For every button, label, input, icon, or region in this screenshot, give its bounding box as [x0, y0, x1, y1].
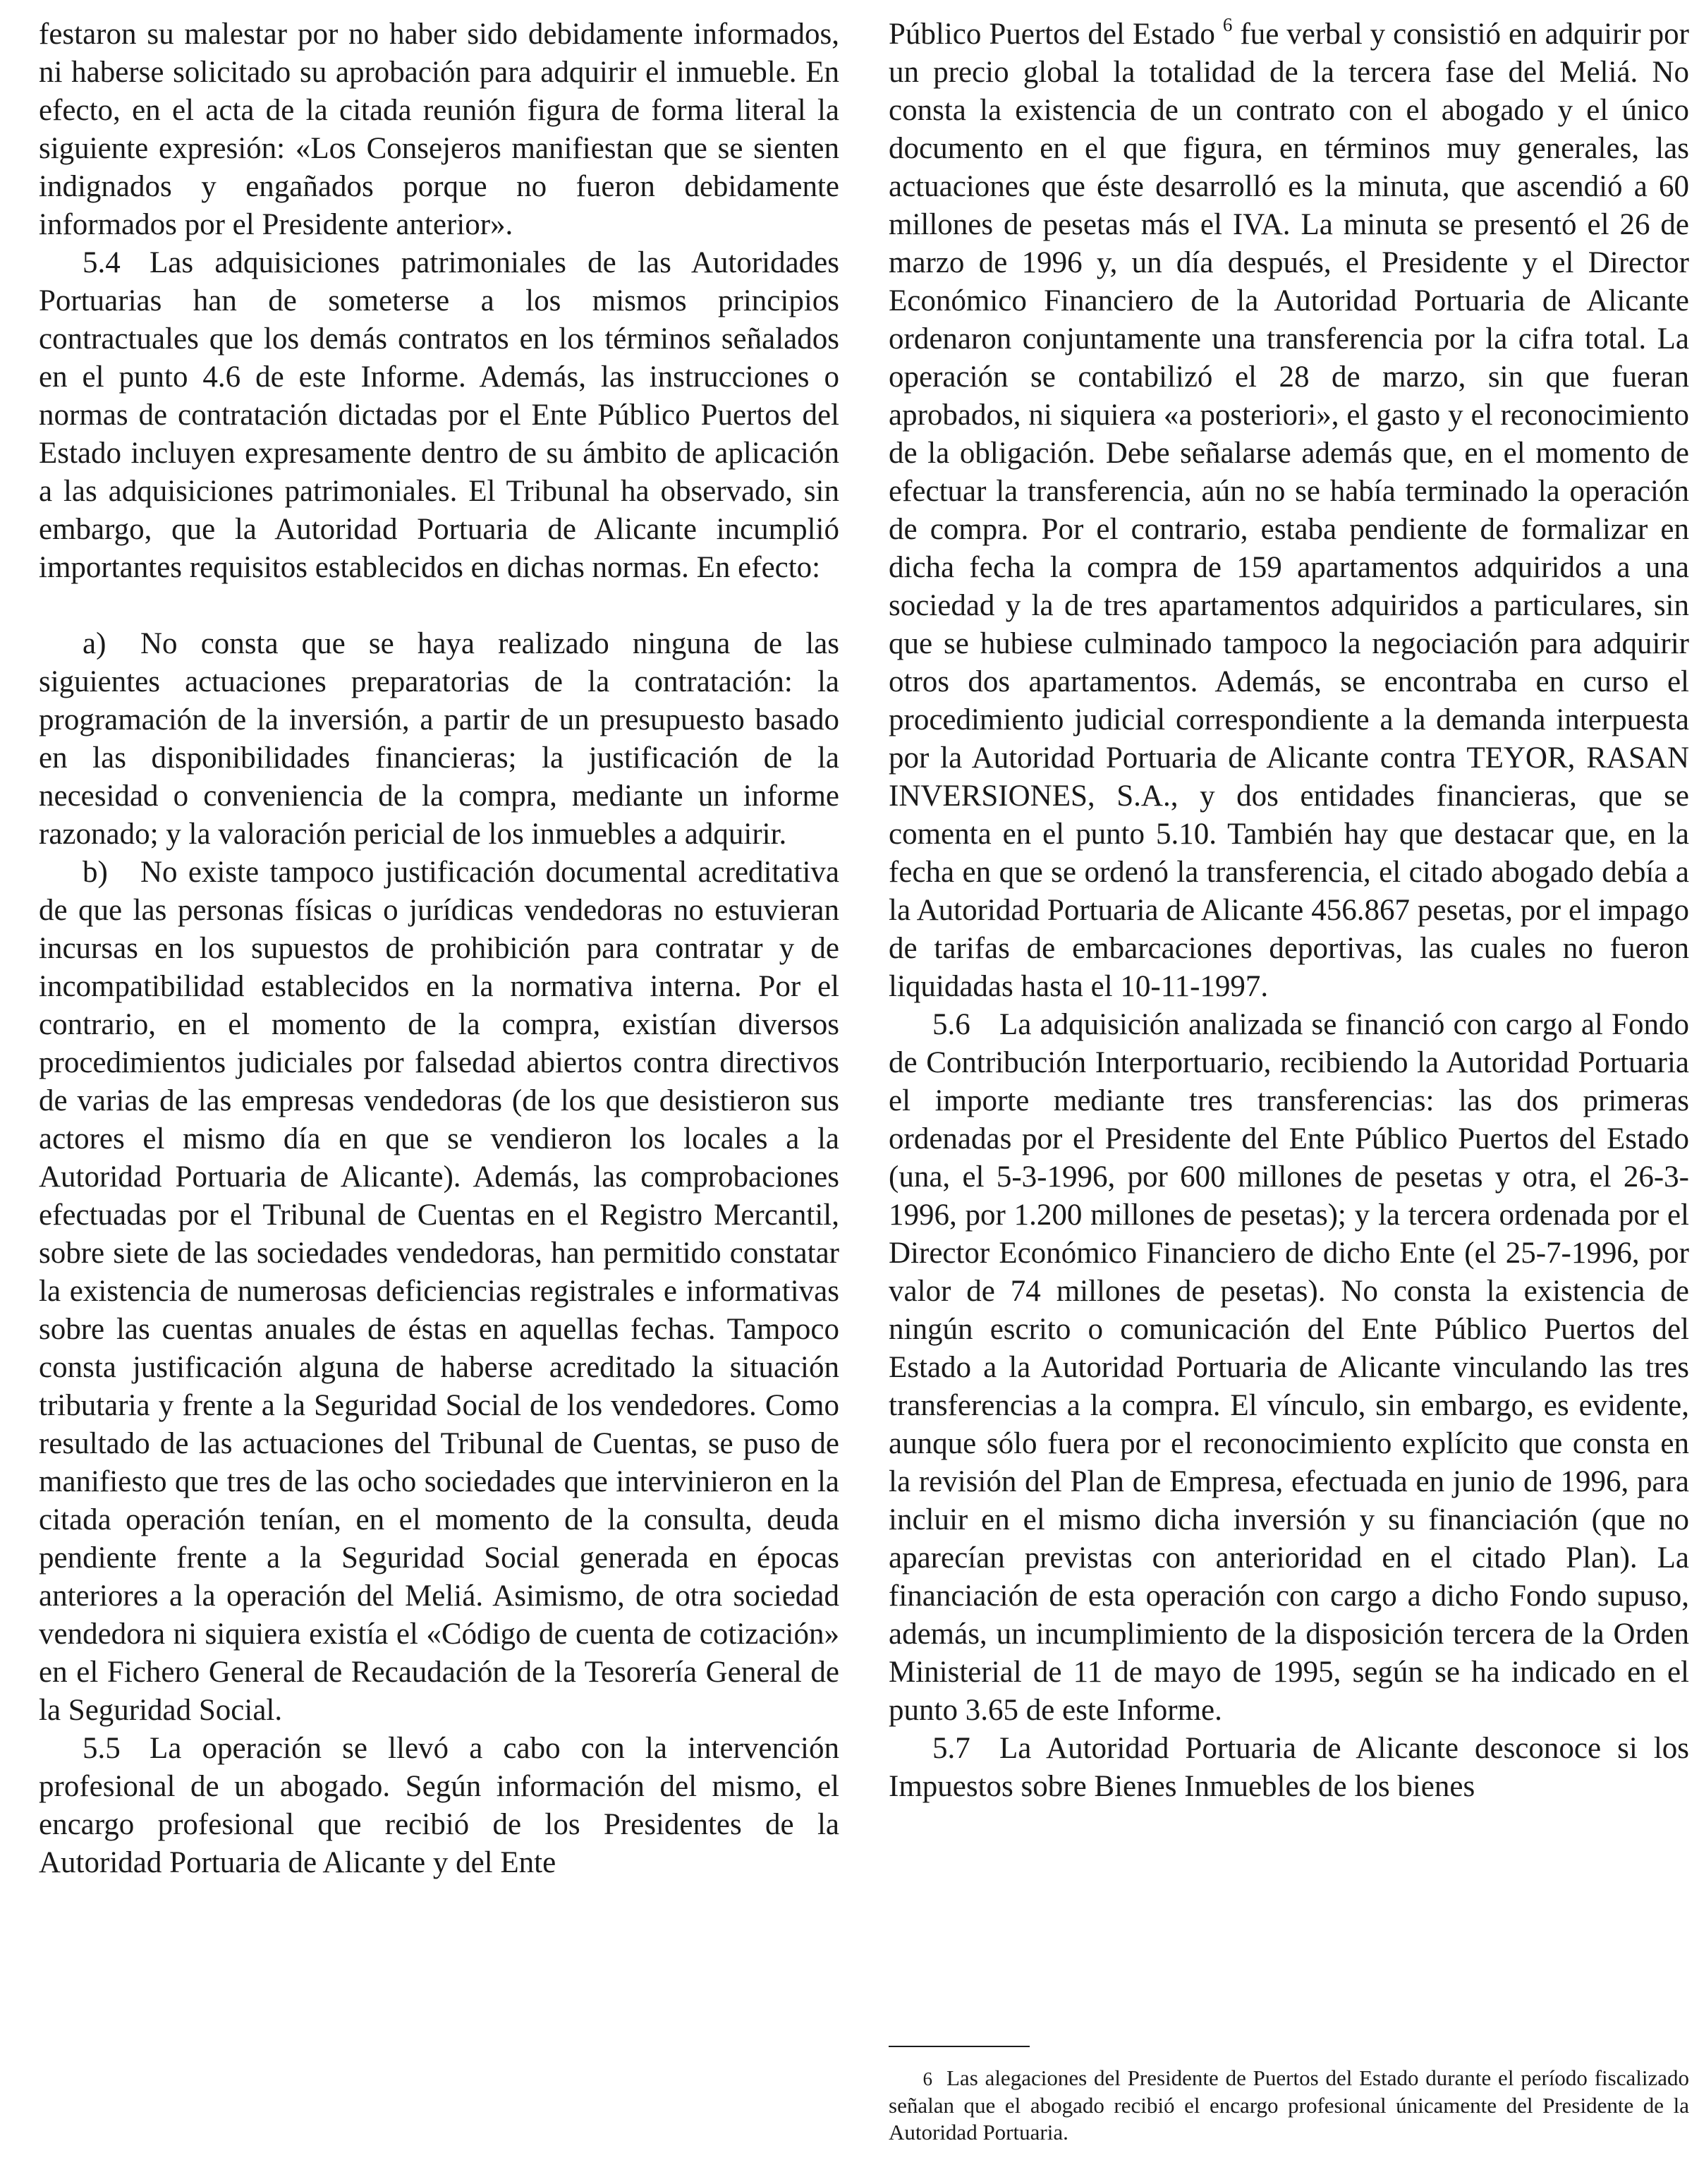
section-text: La Autoridad Portuaria de Alicante desconoce si los Impuestos sobre Bienes Inmuebles de los bienes [889, 1732, 1689, 1803]
list-item-a [39, 625, 839, 854]
paragraph-text: fue verbal y consistió en adquirir por un precio global la totalidad de la tercera fase del Meliá. No consta la existencia de un contrato con el abogado y el único documento en el que figura, en términos muy generales, las actuaciones que éste desarrolló es la minuta, que ascendió a 60 millones de pesetas más el IVA. La minuta se presentó el 26 de marzo de 1996 y, un día después, el Presidente y el Director Económico Financiero de la Autoridad Portuaria de Alicante ordenaron conjuntamente una transferencia por la cifra total. La operación se contabilizó el 28 de marzo, sin que fueran aprobados, ni siquiera «a posteriori», el gasto y el reconocimiento de la obligación. Debe señalarse además que, en el momento de efectuar la transferencia, aún no se había terminado la operación de compra. Por el contrario, estaba pendiente de formalizar en dicha fecha la compra de 159 apartamentos adquiridos a una sociedad y la de tres apartamentos adquiridos a particulares, sin que se hubiese culminado tampoco la negociación para adquirir otros dos apartamentos. Además, se encontraba en curso el procedimiento judicial correspondiente a la demanda interpuesta por la Autoridad Portuaria de Alicante contra TEYOR, RASAN INVERSIONES, S.A., y dos entidades financieras, que se comenta en el punto 5.10. También hay que destacar que, en la fecha en que se ordenó la transferencia, el citado abogado debía a la Autoridad Portuaria de Alicante 456.867 pesetas, por el impago de tarifas de embarcaciones deportivas, las cuales no fueron liquidadas hasta el 10-11-1997. [889, 18, 1689, 1003]
section-number: 5.5 [83, 1732, 121, 1765]
footnote-text: Las alegaciones del Presidente de Puertos del Estado durante el período fiscalizado señalan que el abogado recibió el encargo profesional únicamente del Presidente de la Autoridad Portuaria. [889, 2065, 1689, 2144]
document-page [39, 16, 1689, 2174]
footnote [889, 2065, 1689, 2146]
section-text: Las adquisiciones patrimoniales de las Autoridades Portuarias han de someterse a los mismos principios contractuales que los demás contratos en los términos señalados en el punto 4.6 de este Informe. Además, las instrucciones o normas de contratación dictadas por el Ente Público Puertos del Estado incluyen expresamente dentro de su ámbito de aplicación a las adquisiciones patrimoniales. El Tribunal ha observado, sin embargo, que la Autoridad Portuaria de Alicante incumplió importantes requisitos establecidos en dichas normas. En efecto: [39, 246, 839, 584]
section-5-4 [39, 244, 839, 587]
list-item-text: No existe tampoco justificación documental acreditativa de que las personas físicas o jurídicas vendedoras no estuvieran incursas en los supuestos de prohibición para contratar y de incompatibilidad establecidos en la normativa interna. Por el contrario, en el momento de la compra, existían diversos procedimientos judiciales por falsedad abiertos contra directivos de varias de las empresas vendedoras (de los que desistieron sus actores el mismo día en que se vendieron los locales a la Autoridad Portuaria de Alicante). Además, las comprobaciones efectuadas por el Tribunal de Cuentas en el Registro Mercantil, sobre siete de las sociedades vendedoras, han permitido constatar la existencia de numerosas deficiencias registrales e informativas sobre las cuentas anuales de éstas en aquellas fechas. Tampoco consta justificación alguna de haberse acreditado la situación tributaria y frente a la Seguridad Social de los vendedores. Como resultado de las actuaciones del Tribunal de Cuentas, se puso de manifiesto que tres de las ocho sociedades que intervinieron en la citada operación tenían, en el momento de la consulta, deuda pendiente frente a la Seguridad Social generada en épocas anteriores a la operación del Meliá. Asimismo, de otra sociedad vendedora ni siquiera existía el «Código de cuenta de cotización» en el Fichero General de Recaudación de la Tesorería General de la Seguridad Social. [39, 856, 839, 1727]
section-number: 5.4 [83, 246, 121, 279]
section-number: 5.6 [932, 1008, 970, 1041]
footnote-divider [889, 2046, 1030, 2047]
section-text: La operación se llevó a cabo con la intervención profesional de un abogado. Según información del mismo, el encargo profesional que recibió de los Presidentes de la Autoridad Portuaria de Alicante y del Ente [39, 1732, 839, 1879]
footnote-number: 6 [922, 2068, 932, 2089]
list-item-text: No consta que se haya realizado ninguna de las siguientes actuaciones preparatorias de la contratación: la programación de la inversión, a partir de un presupuesto basado en las disponibilidades financieras; la justificación de la necesidad o conveniencia de la compra, mediante un informe razonado; y la valoración pericial de los inmuebles a adquirir. [39, 627, 839, 851]
section-5-6 [889, 1006, 1689, 1730]
list-item-b [39, 854, 839, 1730]
paragraph-continuation [39, 16, 839, 244]
left-column [39, 16, 839, 1882]
list-marker: a) [83, 627, 106, 660]
section-number: 5.7 [932, 1732, 970, 1765]
paragraph-text: festaron su malestar por no haber sido debidamente informados, ni haberse solicitado su aprobación para adquirir el inmueble. En efecto, en el acta de la citada reunión figura de forma literal la siguiente expresión: «Los Consejeros manifiestan que se sienten indignados y engañados porque no fueron debidamente informados por el Presidente anterior». [39, 18, 839, 241]
section-text: La adquisición analizada se financió con cargo al Fondo de Contribución Interportuario, recibiendo la Autoridad Portuaria el importe mediante tres transferencias: las dos primeras ordenadas por el Presidente del Ente Público Puertos del Estado (una, el 5-3-1996, por 600 millones de pesetas y otra, el 26-3-1996, por 1.200 millones de pesetas); y la tercera ordenada por el Director Económico Financiero de dicho Ente (el 25-7-1996, por valor de 74 millones de pesetas). No consta la existencia de ningún escrito o comunicación del Ente Público Puertos del Estado a la Autoridad Portuaria de Alicante vinculando las tres transferencias a la compra. El vínculo, sin embargo, es evidente, aunque sólo fuera por el reconocimiento explícito que consta en la revisión del Plan de Empresa, efectuada en junio de 1996, para incluir en el mismo dicha inversión y su financiación (que no aparecían previstas con anterioridad en el citado Plan). La financiación de esta operación con cargo a dicho Fondo supuso, además, un incumplimiento de la disposición tercera de la Orden Ministerial de 11 de mayo de 1995, según se ha indicado en el punto 3.65 de este Informe. [889, 1008, 1689, 1727]
section-5-5 [39, 1730, 839, 1882]
footnote-reference[interactable]: 6 [1222, 14, 1233, 35]
paragraph-continuation [889, 16, 1689, 1006]
section-5-7 [889, 1730, 1689, 1806]
paragraph-text: Público Puertos del Estado [889, 18, 1215, 51]
right-column [889, 16, 1689, 1806]
list-marker: b) [83, 856, 108, 889]
